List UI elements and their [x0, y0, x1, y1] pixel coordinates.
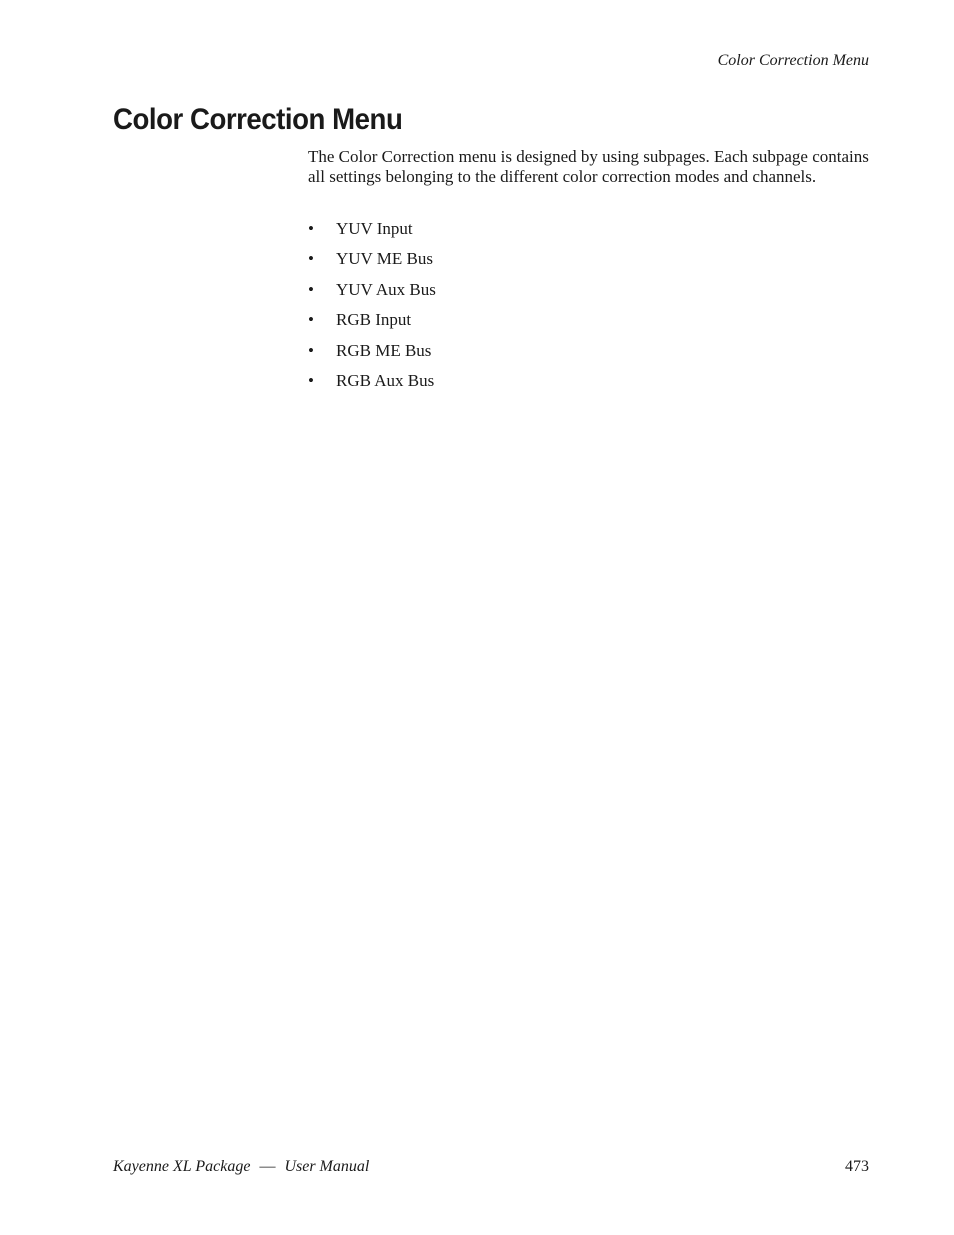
- subpage-list: [308, 216, 436, 398]
- page-number: 473: [845, 1158, 869, 1175]
- list-item-label: YUV ME Bus: [336, 249, 433, 269]
- footer-separator: —: [259, 1158, 276, 1175]
- intro-paragraph: The Color Correction menu is designed by using subpages. Each subpage contains all settings belonging to the different color correction modes and channels.: [308, 147, 869, 186]
- list-item: [308, 277, 436, 307]
- list-item: [308, 246, 436, 276]
- bullet-icon: •: [308, 340, 314, 360]
- bullet-icon: •: [308, 219, 314, 238]
- list-item: [308, 307, 436, 337]
- running-header: Color Correction Menu: [717, 52, 869, 69]
- bullet-icon: •: [308, 279, 314, 299]
- bullet-icon: •: [308, 370, 314, 390]
- list-item-label: RGB Aux Bus: [336, 370, 435, 390]
- list-item-label: RGB Input: [336, 310, 412, 330]
- bullet-icon: •: [308, 249, 314, 269]
- list-item: [308, 216, 436, 246]
- list-item-label: YUV Aux Bus: [336, 279, 436, 299]
- page-title: Color Correction Menu: [113, 103, 403, 136]
- list-item-label: RGB ME Bus: [336, 340, 432, 360]
- list-item-label: YUV Input: [336, 219, 413, 238]
- list-item: [308, 368, 436, 398]
- footer-title: [113, 1155, 369, 1179]
- bullet-icon: •: [308, 310, 314, 330]
- list-item: [308, 338, 436, 368]
- footer-product: Kayenne XL Package: [113, 1158, 251, 1175]
- footer-manual: User Manual: [284, 1158, 370, 1175]
